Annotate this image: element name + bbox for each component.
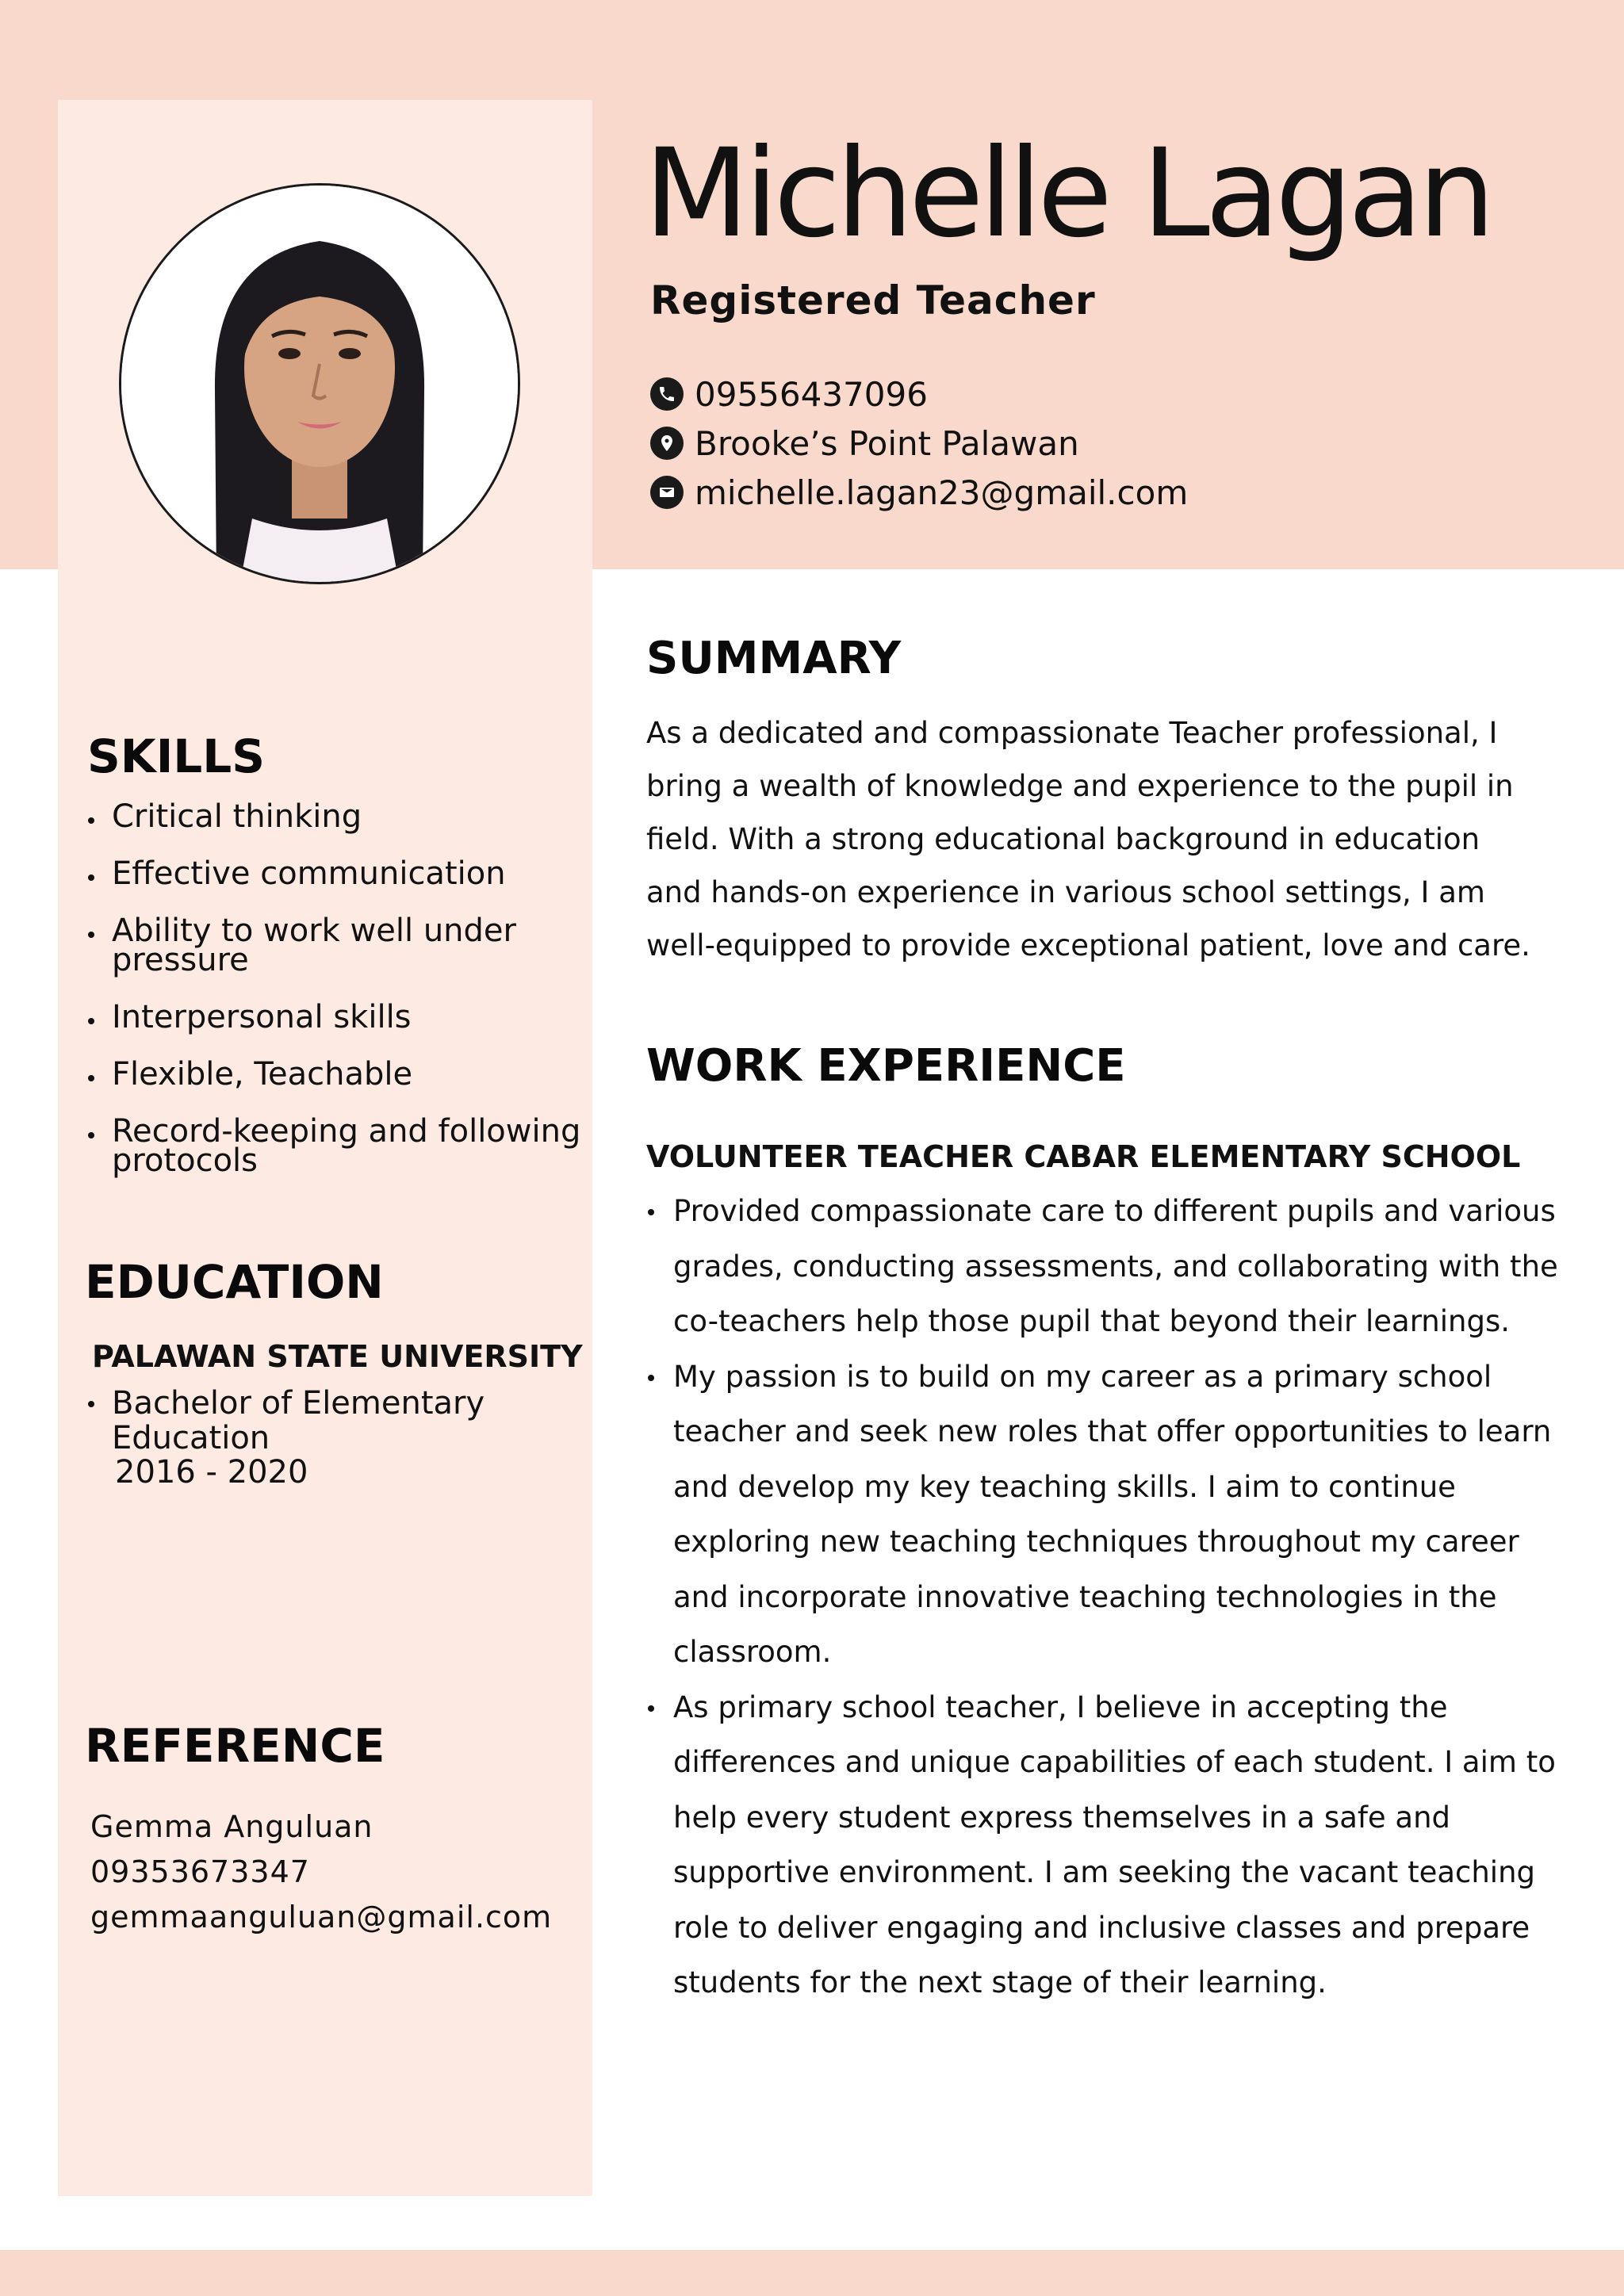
profile-photo — [119, 183, 520, 584]
email-icon — [650, 476, 684, 509]
contact-email — [650, 468, 1188, 517]
work-bullet: Provided compassionate care to different pupils and various grades, conducting assessments, and collaborating with the co-teachers help those pupil that beyond their learnings. — [646, 1184, 1558, 1349]
contact-email-text: michelle.lagan23@gmail.com — [695, 473, 1189, 512]
skill-item: Ability to work well under pressure — [87, 916, 556, 975]
candidate-name: Michelle Lagan — [644, 123, 1491, 265]
education-school: PALAWAN STATE UNIVERSITY — [92, 1339, 583, 1374]
location-pin-icon — [650, 427, 684, 460]
job-role: Registered Teacher — [650, 277, 1096, 323]
contact-location-text: Brooke’s Point Palawan — [695, 423, 1079, 463]
contact-phone-text: 09556437096 — [695, 374, 928, 414]
footer-band — [0, 2250, 1624, 2296]
phone-icon — [650, 377, 684, 411]
skill-item: Flexible, Teachable — [87, 1060, 579, 1089]
portrait-illustration — [121, 186, 518, 582]
skills-heading: SKILLS — [87, 729, 265, 783]
work-bullet: My passion is to build on my career as a primary school teacher and seek new roles that offer opportunities to learn and develop my key teaching skills. I aim to continue exploring new teaching techniques throughout my career and incorporate innovative teaching technologies in the classroom. — [646, 1349, 1558, 1680]
job-title: VOLUNTEER TEACHER CABAR ELEMENTARY SCHOOL — [646, 1139, 1521, 1174]
reference-heading: REFERENCE — [85, 1719, 385, 1773]
skill-item: Critical thinking — [87, 802, 579, 832]
contact-location — [650, 419, 1188, 468]
skill-item: Record-keeping and following protocols — [87, 1117, 588, 1176]
skills-list — [87, 798, 581, 1203]
work-bullets — [646, 1184, 1558, 2011]
summary-heading: SUMMARY — [646, 633, 902, 684]
reference-name: Gemma Anguluan — [90, 1809, 373, 1844]
work-bullet: As primary school teacher, I believe in accepting the differences and unique capabilities of each student. I aim to help every student express themselves in a safe and supportive environment. I am seeking the vacant teaching role to deliver engaging and inclusive classes and prepare students for the next stage of their learning. — [646, 1680, 1558, 2011]
contact-phone — [650, 369, 1188, 419]
contact-list — [650, 369, 1188, 517]
reference-phone: 09353673347 — [90, 1854, 310, 1889]
education-years: 2016 - 2020 — [115, 1454, 308, 1490]
skill-item: Effective communication — [87, 859, 579, 889]
summary-text: As a dedicated and compassionate Teacher professional, I bring a wealth of knowledge and experience to the pupil in field. With a strong educational background in education and hands-on experience in various school settings, I am well-equipped to provide exceptional patient, love and care. — [646, 716, 1530, 962]
education-heading: EDUCATION — [85, 1255, 384, 1309]
reference-details — [90, 1804, 552, 1940]
reference-email: gemmaanguluan@gmail.com — [90, 1900, 553, 1934]
skill-item: Interpersonal skills — [87, 1003, 579, 1032]
education-degree: Bachelor of Elementary Education — [87, 1386, 531, 1456]
work-experience-heading: WORK EXPERIENCE — [646, 1040, 1126, 1092]
